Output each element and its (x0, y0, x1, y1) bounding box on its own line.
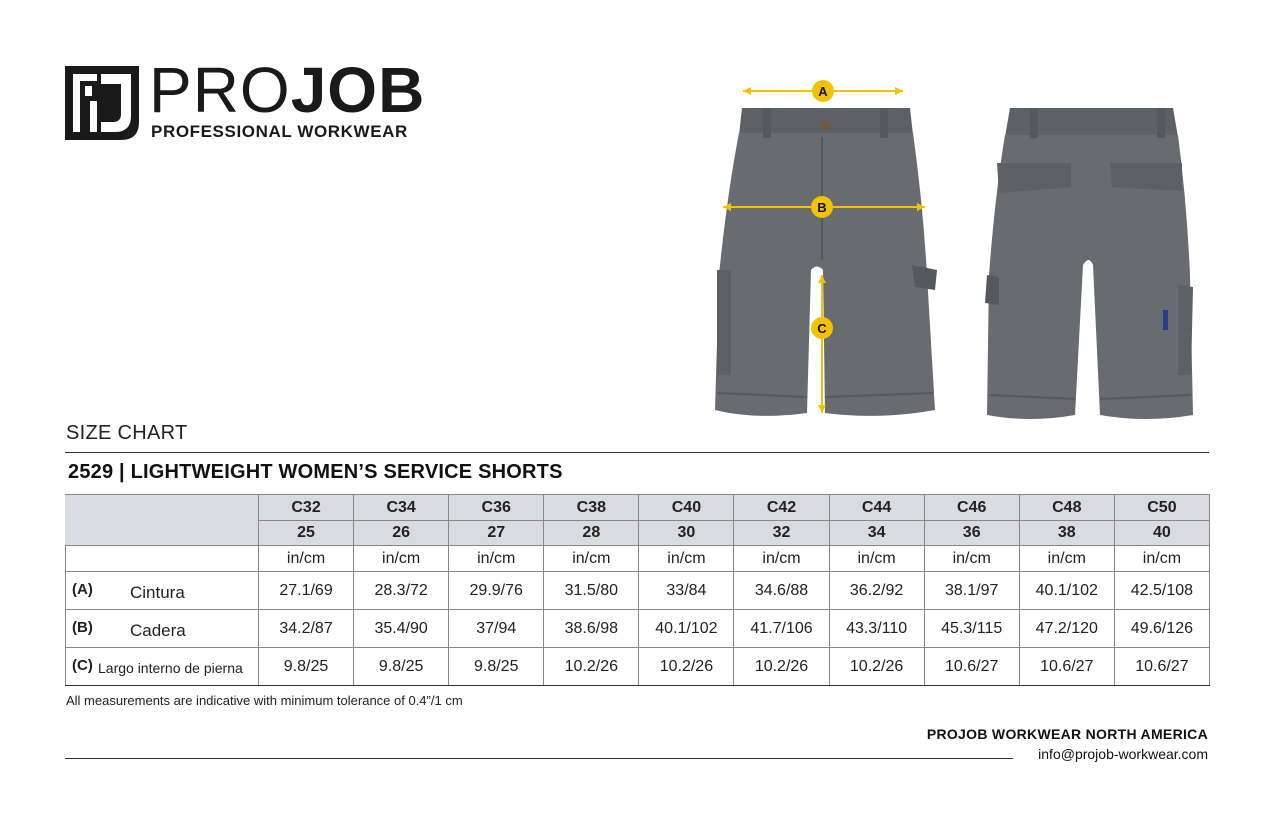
unit-label: in/cm (639, 546, 734, 572)
product-title: 2529 | LIGHTWEIGHT WOMEN’S SERVICE SHORTS (68, 461, 563, 483)
measure-name: Cintura (130, 583, 185, 602)
table-cell: 27.1/69 (259, 572, 354, 610)
table-cell: 31.5/80 (544, 572, 639, 610)
row-label (66, 648, 259, 686)
table-cell: 41.7/106 (734, 610, 829, 648)
size-code: C36 (449, 495, 544, 521)
size-number: 30 (639, 521, 734, 546)
table-cell: 10.2/26 (734, 648, 829, 686)
size-number: 34 (829, 521, 924, 546)
measure-key: (B) (72, 619, 93, 636)
size-code: C50 (1114, 495, 1209, 521)
unit-label: in/cm (924, 546, 1019, 572)
unit-label: in/cm (829, 546, 924, 572)
table-cell: 10.2/26 (639, 648, 734, 686)
table-cell: 34.2/87 (259, 610, 354, 648)
table-cell: 29.9/76 (449, 572, 544, 610)
size-number: 28 (544, 521, 639, 546)
size-number: 38 (1019, 521, 1114, 546)
marker-c: C (817, 321, 827, 336)
measure-name: Cadera (130, 621, 186, 640)
size-number: 26 (354, 521, 449, 546)
unit-row (66, 546, 1210, 572)
measure-key: (A) (72, 581, 93, 598)
table-cell: 40.1/102 (1019, 572, 1114, 610)
projob-logo (65, 54, 426, 142)
size-number: 25 (259, 521, 354, 546)
shorts-front-image (705, 75, 945, 425)
unit-label: in/cm (544, 546, 639, 572)
divider-top (65, 452, 1209, 453)
size-code: C38 (544, 495, 639, 521)
table-cell: 10.2/26 (544, 648, 639, 686)
brand-wordmark (149, 54, 426, 126)
size-code: C40 (639, 495, 734, 521)
size-number: 27 (449, 521, 544, 546)
divider-bottom (65, 758, 1013, 759)
measure-key: (C) (72, 657, 93, 674)
unit-label: in/cm (734, 546, 829, 572)
table-row-hip (66, 610, 1210, 648)
size-number: 40 (1114, 521, 1209, 546)
contact-email: info@projob-workwear.com (1038, 746, 1208, 762)
table-cell: 40.1/102 (639, 610, 734, 648)
size-table (65, 494, 1210, 686)
table-cell: 35.4/90 (354, 610, 449, 648)
table-cell: 49.6/126 (1114, 610, 1209, 648)
size-code: C48 (1019, 495, 1114, 521)
company-name: PROJOB WORKWEAR NORTH AMERICA (926, 726, 1208, 742)
size-code: C44 (829, 495, 924, 521)
table-cell: 37/94 (449, 610, 544, 648)
table-row-inseam (66, 648, 1210, 686)
table-cell: 43.3/110 (829, 610, 924, 648)
brand-tagline: PROFESSIONAL WORKWEAR (151, 122, 408, 141)
shorts-back-image (975, 75, 1205, 425)
row-label (66, 610, 259, 648)
pj-logo-mark-icon (65, 66, 139, 140)
table-cell: 10.6/27 (924, 648, 1019, 686)
measure-name: Largo interno de pierna (98, 660, 243, 676)
unit-blank (66, 546, 259, 572)
table-cell: 45.3/115 (924, 610, 1019, 648)
table-cell: 9.8/25 (354, 648, 449, 686)
marker-a: A (818, 84, 828, 99)
table-cell: 9.8/25 (259, 648, 354, 686)
table-cell: 10.2/26 (829, 648, 924, 686)
table-cell: 33/84 (639, 572, 734, 610)
size-number: 36 (924, 521, 1019, 546)
header-blank (66, 495, 259, 546)
table-cell: 28.3/72 (354, 572, 449, 610)
table-cell: 36.2/92 (829, 572, 924, 610)
size-number: 32 (734, 521, 829, 546)
unit-label: in/cm (1019, 546, 1114, 572)
size-code: C32 (259, 495, 354, 521)
marker-b: B (817, 200, 827, 215)
table-cell: 38.1/97 (924, 572, 1019, 610)
size-code: C42 (734, 495, 829, 521)
size-code: C46 (924, 495, 1019, 521)
brand-name-bold: JOB (290, 54, 426, 126)
brand-name-light: PRO (149, 54, 291, 126)
unit-label: in/cm (259, 546, 354, 572)
unit-label: in/cm (1114, 546, 1209, 572)
table-cell: 47.2/120 (1019, 610, 1114, 648)
table-cell: 38.6/98 (544, 610, 639, 648)
size-chart-title: SIZE CHART (66, 422, 188, 444)
unit-label: in/cm (354, 546, 449, 572)
table-cell: 10.6/27 (1019, 648, 1114, 686)
table-cell: 10.6/27 (1114, 648, 1209, 686)
unit-label: in/cm (449, 546, 544, 572)
size-code-row (66, 495, 1210, 521)
table-cell: 34.6/88 (734, 572, 829, 610)
tolerance-note: All measurements are indicative with minimum tolerance of 0.4”/1 cm (66, 693, 463, 708)
row-label (66, 572, 259, 610)
size-code: C34 (354, 495, 449, 521)
table-row-waist (66, 572, 1210, 610)
table-cell: 9.8/25 (449, 648, 544, 686)
table-cell: 42.5/108 (1114, 572, 1209, 610)
